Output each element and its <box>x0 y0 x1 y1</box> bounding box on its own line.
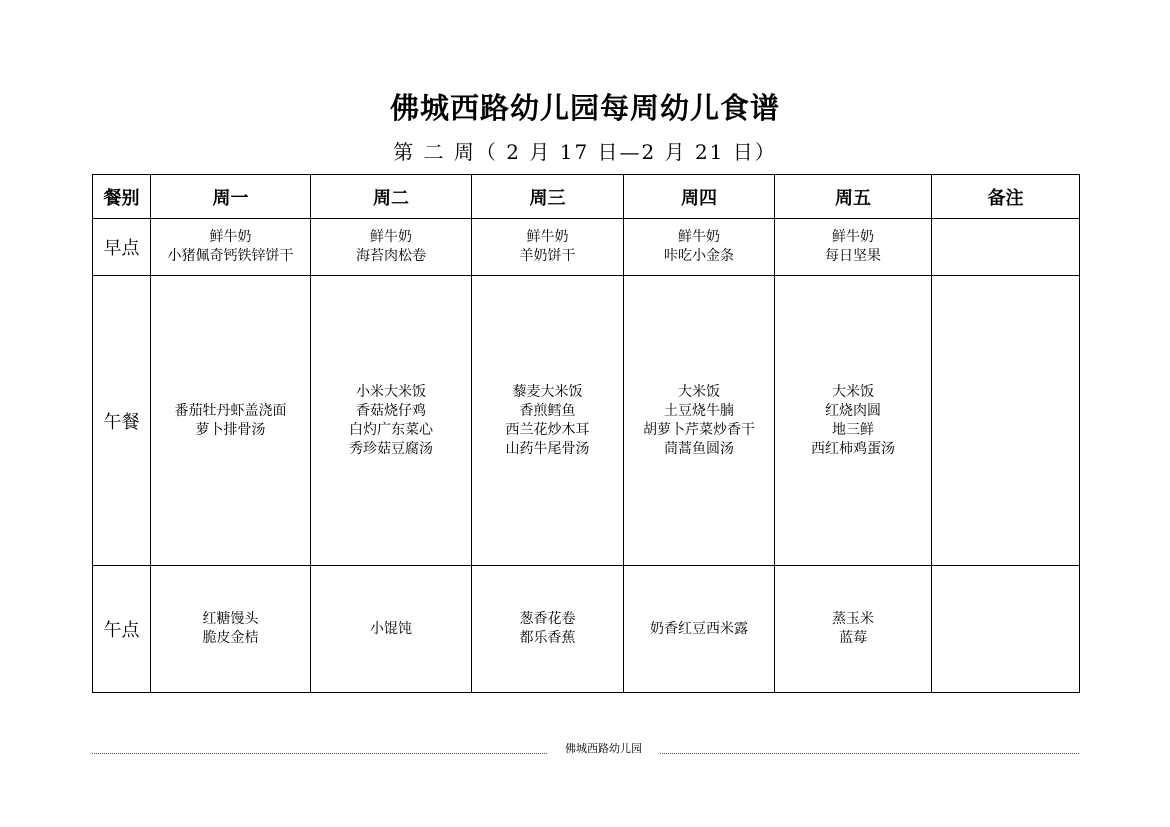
menu-item: 咔吃小金条 <box>664 248 734 264</box>
row-lunch <box>93 276 1080 566</box>
header-monday: 周一 <box>151 175 311 219</box>
menu-item: 白灼广东菜心 <box>349 421 433 438</box>
menu-item: 香煎鳕鱼 <box>519 402 576 419</box>
row-afternoon-snack <box>93 566 1080 693</box>
weekly-menu-table <box>92 174 1080 693</box>
menu-item: 大米饭 <box>832 383 874 400</box>
menu-cell <box>311 276 472 566</box>
header-remarks: 备注 <box>932 175 1080 219</box>
menu-item: 秀珍菇豆腐汤 <box>349 440 433 457</box>
menu-item: 羊奶饼干 <box>519 248 576 264</box>
menu-cell <box>624 276 775 566</box>
menu-item: 蓝莓 <box>839 630 867 646</box>
week-subtitle: 第 二 周（ 2 月 17 日—2 月 21 日） <box>393 140 777 164</box>
footer-text: 佛城西路幼儿园 <box>565 742 642 755</box>
menu-item: 茼蒿鱼圆汤 <box>664 440 734 457</box>
header-meal-type: 餐别 <box>93 175 151 219</box>
menu-item: 葱香花卷 <box>519 611 576 627</box>
menu-item: 萝卜排骨汤 <box>195 421 266 438</box>
menu-cell <box>624 219 775 276</box>
menu-item: 小米大米饭 <box>356 383 426 400</box>
menu-item: 鲜牛奶 <box>526 229 569 245</box>
menu-item: 红烧肉圆 <box>825 402 881 419</box>
meal-label: 午餐 <box>93 276 151 566</box>
menu-item: 鲜牛奶 <box>370 229 412 245</box>
meal-label: 午点 <box>93 566 151 693</box>
footer-divider-right <box>660 753 1079 754</box>
footer-divider-left <box>92 753 547 754</box>
menu-item: 鲜牛奶 <box>209 229 252 245</box>
menu-item: 鲜牛奶 <box>678 229 720 245</box>
menu-item: 每日坚果 <box>825 248 881 264</box>
menu-item: 地三鲜 <box>832 421 874 438</box>
menu-item: 番茄牡丹虾盖浇面 <box>174 402 287 419</box>
page-title: 佛城西路幼儿园每周幼儿食谱 <box>389 91 780 125</box>
menu-item: 香菇烧仔鸡 <box>356 402 426 419</box>
menu-item: 都乐香蕉 <box>519 630 576 646</box>
menu-cell <box>775 276 932 566</box>
menu-item: 胡萝卜芹菜炒香干 <box>643 421 755 438</box>
menu-item: 大米饭 <box>678 383 720 400</box>
menu-cell <box>151 566 311 693</box>
menu-item: 山药牛尾骨汤 <box>505 440 590 457</box>
menu-item: 小猪佩奇钙铁锌饼干 <box>167 248 294 264</box>
menu-cell <box>624 566 775 693</box>
menu-item: 小馄饨 <box>370 620 412 637</box>
remarks-cell <box>932 566 1080 693</box>
menu-cell <box>151 276 311 566</box>
menu-cell <box>151 219 311 276</box>
menu-cell <box>775 566 932 693</box>
menu-cell <box>472 566 624 693</box>
menu-item: 藜麦大米饭 <box>512 383 583 400</box>
menu-cell <box>311 219 472 276</box>
page-footer <box>92 740 1079 758</box>
menu-item: 脆皮金桔 <box>202 630 259 646</box>
header-row <box>93 175 1080 219</box>
menu-cell <box>472 276 624 566</box>
menu-cell <box>472 219 624 276</box>
header-thursday: 周四 <box>624 175 775 219</box>
menu-item: 土豆烧牛腩 <box>664 402 734 419</box>
remarks-cell <box>932 276 1080 566</box>
row-morning-snack <box>93 219 1080 276</box>
menu-item: 红糖馒头 <box>202 611 259 627</box>
menu-item: 西兰花炒木耳 <box>505 421 590 438</box>
meal-label: 早点 <box>93 219 151 276</box>
menu-item: 鲜牛奶 <box>832 229 874 245</box>
menu-item: 西红柿鸡蛋汤 <box>811 440 895 457</box>
menu-item: 奶香红豆西米露 <box>650 620 748 637</box>
remarks-cell <box>932 219 1080 276</box>
menu-item: 海苔肉松卷 <box>356 248 426 264</box>
menu-cell <box>775 219 932 276</box>
header-friday: 周五 <box>775 175 932 219</box>
header-tuesday: 周二 <box>311 175 472 219</box>
menu-cell <box>311 566 472 693</box>
menu-item: 蒸玉米 <box>832 611 874 627</box>
header-wednesday: 周三 <box>472 175 624 219</box>
